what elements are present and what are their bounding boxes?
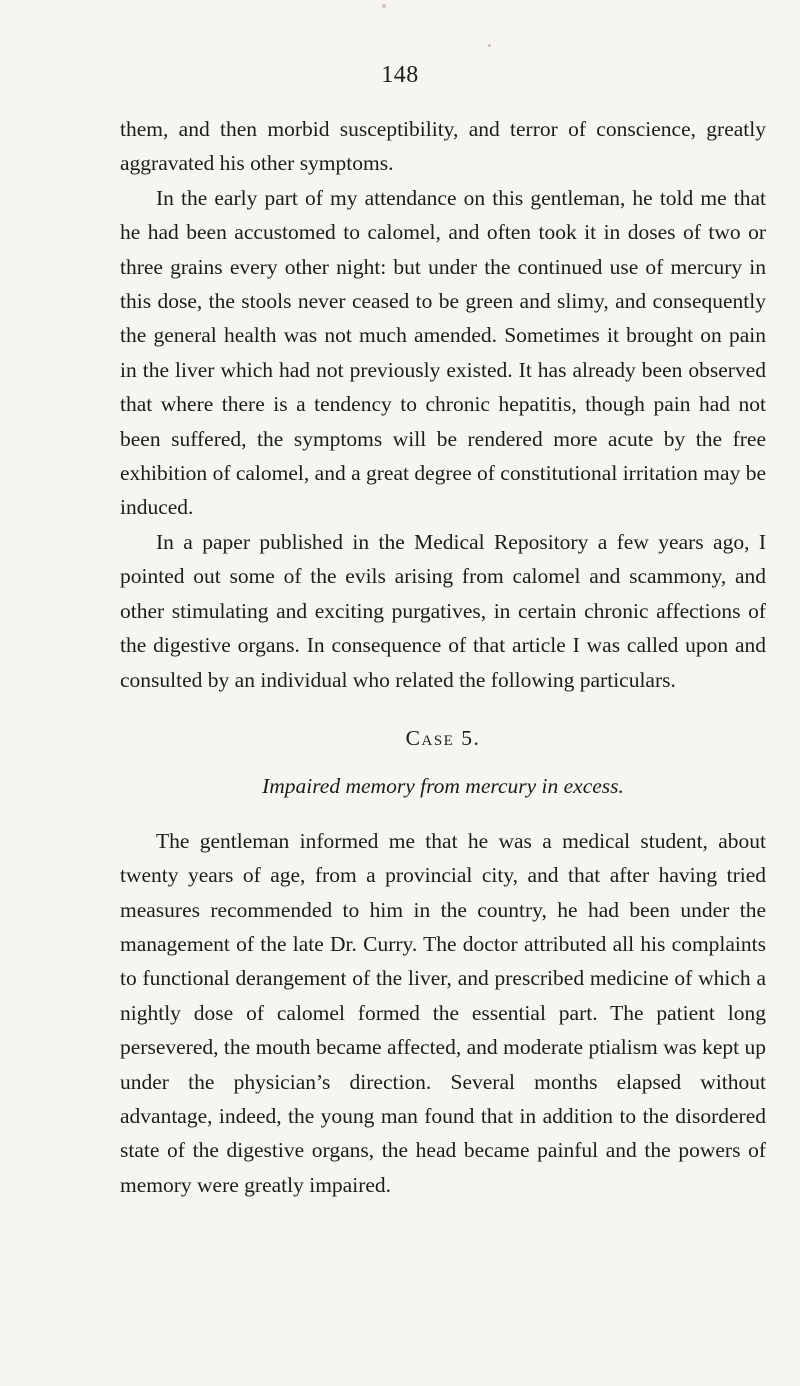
paragraph-continuation: them, and then morbid susceptibility, and terror of conscience, greatly aggravated his other symptoms.: [120, 117, 766, 176]
paragraph: The gentleman informed me that he was a medical student, about twenty years of age, from a provincial city, and that after having tried measures recommended to him in the country, he had been under the management of the late Dr. Curry. The doctor attributed all his complaints to functional derangement of the liver, and prescribed medicine of which a nightly dose of calomel formed the essential part. The patient long persevered, the mouth became affected, and moderate ptialism was kept up under the physician’s direction. Several months elapsed without advantage, indeed, the young man found that in addition to the disordered state of the digestive organs, the head became painful and the powers of memory were greatly impaired.: [120, 828, 766, 1197]
paper-speck: [488, 44, 491, 47]
case-heading: Case 5.: [405, 725, 481, 750]
paragraph: In a paper published in the Medical Repository a few years ago, I pointed out some of the evils arising from calomel and scammony, and other stimulating and exciting purgatives, in certain chronic affections of the digestive organs. In consequence of that article I was called upon and consulted by an individual who related the following particulars.: [120, 529, 766, 692]
paragraph: In the early part of my attendance on this gentleman, he told me that he had been accustomed to calomel, and often took it in doses of two or three grains every other night: but under the continued use of mercury in this dose, the stools never ceased to be green and slimy, and consequently the general health was not much amended. Sometimes it brought on pain in the liver which had not previously existed. It has already been observed that where there is a tendency to chronic hepatitis, though pain had not been suffered, the symptoms will be rendered more acute by the free exhibition of calomel, and a great degree of constitutional irritation may be induced.: [120, 185, 766, 520]
paper-speck: [382, 4, 386, 8]
body-text: [120, 112, 766, 1202]
case-subtitle: Impaired memory from mercury in excess.: [262, 774, 624, 799]
page-number: 148: [381, 62, 419, 88]
